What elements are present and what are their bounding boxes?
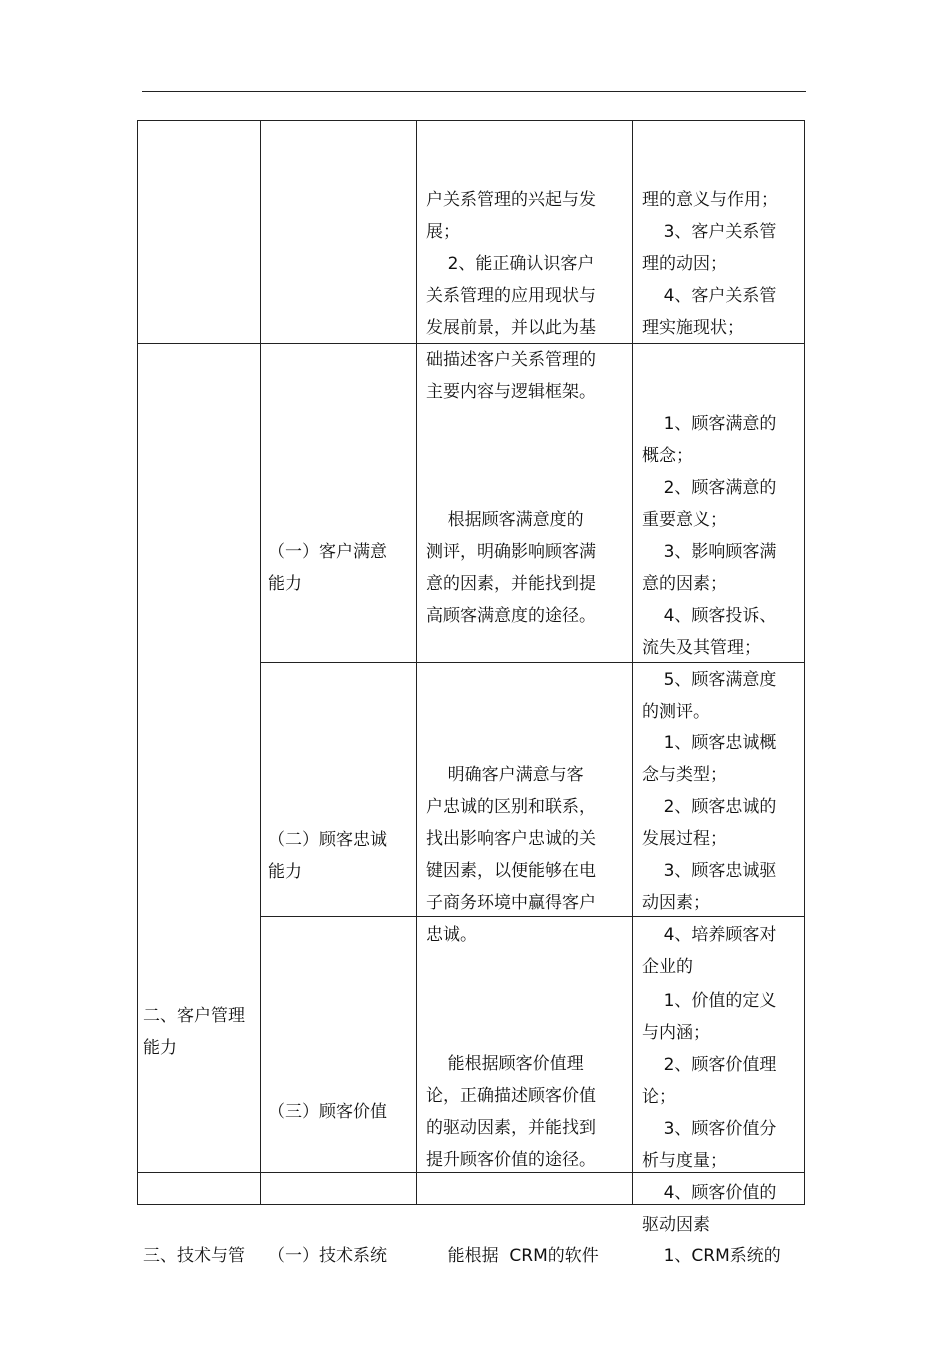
header-rule [142,91,806,92]
content-text: 1、顾客忠诚概 念与类型； 2、顾客忠诚的 发展过程； 3、顾客忠诚驱 动因素； 4、培养顾客对 企业的 [642,733,777,977]
goal-text: 根据顾客满意度的 测评，明确影响顾客满 意的因素，并能找到提 高顾客满意度的途径。 [426,510,596,626]
item-name: （一）技术系统 [268,1246,387,1266]
column-divider [260,120,261,1205]
section-title: 二、客户管理 能力 [143,1006,245,1058]
item-name: （二）顾客忠诚 能力 [268,830,387,882]
table-border-left [137,120,138,1205]
goal-text: 能根据 CRM的软件 [426,1246,599,1266]
content-text: 1、顾客满意的 概念； 2、顾客满意的 重要意义； 3、影响顾客满 意的因素； 4、顾客投诉、 流失及其管理； 5、顾客满意度 的测评。 [642,414,777,722]
content-text: 1、CRM系统的 [642,1246,781,1266]
content-text: 1、价值的定义 与内涵； 2、顾客价值理 论； 3、顾客价值分 析与度量； 4、顾客价值的 驱动因素 [642,991,777,1235]
content-text: 理的意义与作用； 3、客户关系管 理的动因； 4、客户关系管 理实施现状； [642,190,778,338]
goal-text: 明确客户满意与客 户忠诚的区别和联系， 找出影响客户忠诚的关 键因素，以便能够在电 子商务环境中赢得客户 忠诚。 [426,765,596,945]
table-border-right [804,120,805,1205]
curriculum-table [137,120,805,1266]
section-title: 三、技术与管 [143,1246,245,1266]
item-name: （三）顾客价值 [268,1102,387,1122]
goal-text: 户关系管理的兴起与发 展； 2、能正确认识客户 关系管理的应用现状与 发展前景，并以此为基 础描述客户关系管理的 主要内容与逻辑框架。 [426,190,596,402]
column-divider [416,120,417,1205]
goal-text: 能根据顾客价值理 论，正确描述顾客价值 的驱动因素，并能找到 提升顾客价值的途径。 [426,1054,596,1170]
item-name: （一）客户满意 能力 [268,542,387,594]
column-divider [632,120,633,1205]
